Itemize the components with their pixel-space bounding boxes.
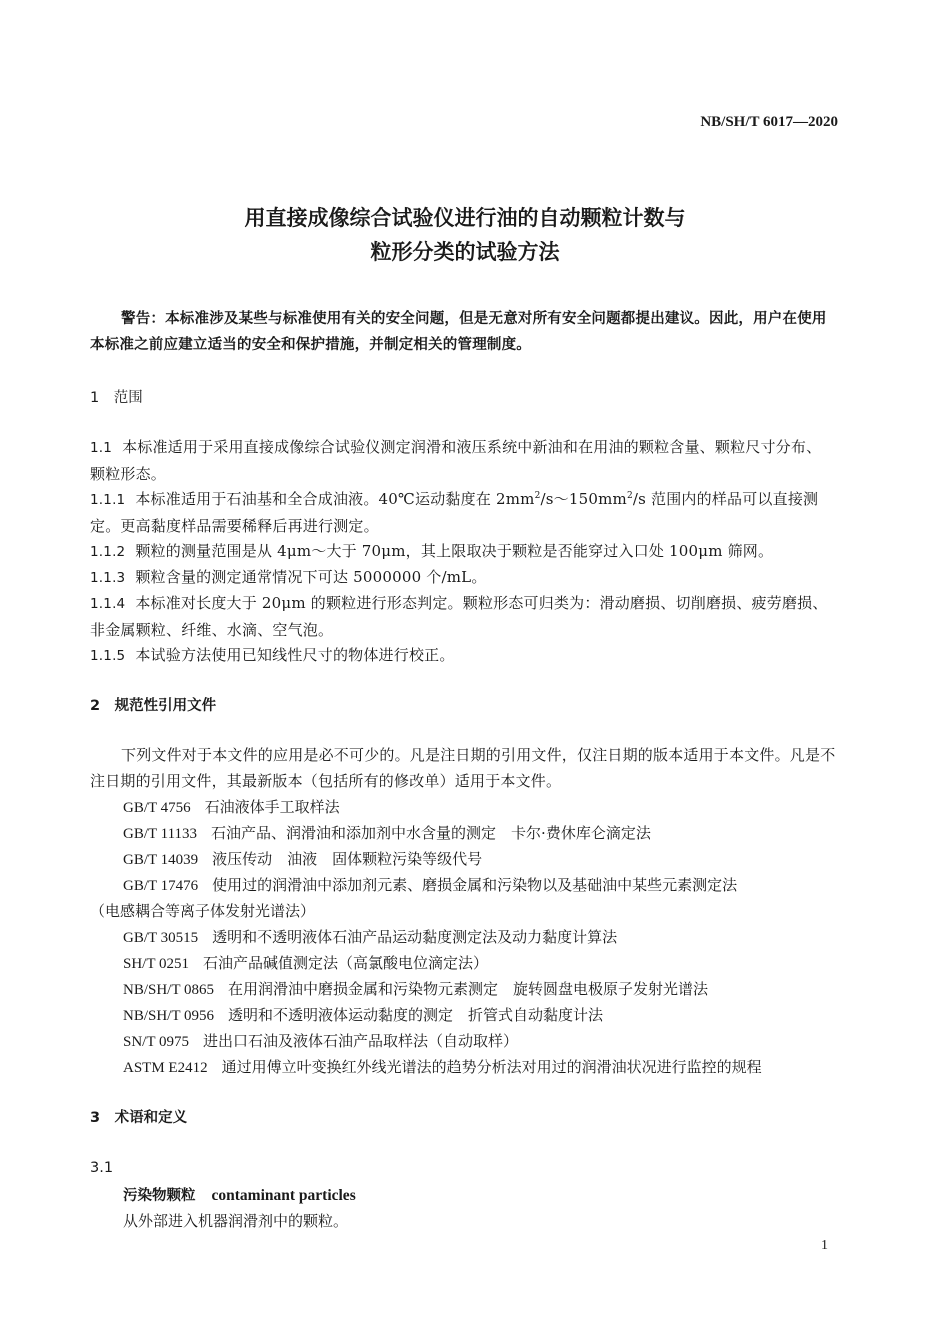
clause-1-1-4 [90, 590, 836, 643]
reference-code: NB/SH/T 0956 [123, 1008, 214, 1024]
clause-number: 1.1.5 [90, 648, 126, 664]
clause-1-1-3 [90, 564, 836, 591]
reference-item [123, 1056, 762, 1077]
standard-number: NB/SH/T 6017—2020 [700, 114, 838, 130]
reference-code: ASTM E2412 [123, 1060, 208, 1076]
superscript: 2 [534, 491, 541, 501]
clause-1-1-2 [90, 538, 836, 565]
reference-item [123, 796, 340, 817]
reference-item [123, 1004, 603, 1025]
clause-text: 本标准适用于采用直接成像综合试验仪测定润滑和液压系统中新油和在用油的颗粒含量、颗粒尺寸分布、颗粒形态。 [90, 438, 822, 483]
reference-item [123, 1030, 518, 1051]
reference-code: SH/T 0251 [123, 956, 189, 972]
reference-item [123, 978, 708, 999]
term-entry [123, 1184, 356, 1205]
reference-title: 通过用傅立叶变换红外线光谱法的趋势分析法对用过的润滑油状况进行监控的规程 [221, 1058, 762, 1076]
reference-code: GB/T 17476 [123, 878, 199, 894]
section-3-heading: 3 术语和定义 [90, 1110, 188, 1126]
reference-title: 透明和不透明液体石油产品运动黏度测定法及动力黏度计算法 [212, 928, 618, 946]
clause-number: 1.1.2 [90, 544, 126, 560]
term-number: 3.1 [90, 1160, 114, 1176]
reference-item [123, 874, 737, 895]
term-english: contaminant particles [211, 1187, 356, 1204]
clause-text: 本标准对长度大于 20μm 的颗粒进行形态判定。颗粒形态可归类为：滑动磨损、切削磨损、疲劳磨损、非金属颗粒、纤维、水滴、空气泡。 [90, 594, 828, 639]
reference-code: SN/T 0975 [123, 1034, 189, 1050]
reference-item [123, 848, 482, 869]
reference-item-continuation [90, 900, 315, 921]
section-1-heading: 1 范围 [90, 390, 143, 406]
safety-warning: 警告：本标准涉及某些与标准使用有关的安全问题，但是无意对所有安全问题都提出建议。因此，用户在使用本标准之前应建立适当的安全和保护措施，并制定相关的管理制度。 [90, 311, 827, 353]
clause-text: 颗粒的测量范围是从 4μm～大于 70μm，其上限取决于颗粒是否能穿过入口处 100μm 筛网。 [135, 542, 774, 560]
reference-title: 使用过的润滑油中添加剂元素、磨损金属和污染物以及基础油中某些元素测定法 [212, 876, 738, 894]
reference-code: GB/T 11133 [123, 826, 198, 842]
document-title-line-1: 用直接成像综合试验仪进行油的自动颗粒计数与 [244, 206, 686, 230]
clause-number: 1.1.1 [90, 492, 126, 508]
page-number: 1 [821, 1238, 828, 1253]
references-intro: 下列文件对于本文件的应用是必不可少的。凡是注日期的引用文件，仅注日期的版本适用于本文件。凡是不注日期的引用文件，其最新版本（包括所有的修改单）适用于本文件。 [90, 746, 836, 790]
reference-code: GB/T 14039 [123, 852, 199, 868]
reference-code: GB/T 30515 [123, 930, 199, 946]
reference-item [123, 952, 488, 973]
clause-text: 颗粒含量的测定通常情况下可达 5000000 个/mL。 [135, 568, 487, 586]
clause-text-part-b: /s～150mm [540, 490, 627, 508]
reference-title: 石油产品、润滑油和添加剂中水含量的测定 卡尔·费休库仑滴定法 [211, 824, 651, 842]
clause-1-1-5 [90, 642, 836, 669]
reference-title: 石油液体手工取样法 [204, 798, 340, 816]
clause-text-part-a: 本标准适用于石油基和全合成油液。40℃运动黏度在 2mm [135, 490, 535, 508]
term-chinese: 污染物颗粒 [123, 1188, 196, 1204]
reference-title: 在用润滑油中磨损金属和污染物元素测定 旋转圆盘电极原子发射光谱法 [228, 980, 709, 998]
document-title-line-2: 粒形分类的试验方法 [370, 240, 560, 264]
reference-title: 进出口石油及液体石油产品取样法（自动取样） [202, 1032, 518, 1050]
reference-title: （电感耦合等离子体发射光谱法） [90, 902, 316, 920]
section-2-heading: 2 规范性引用文件 [90, 698, 217, 714]
reference-title: 液压传动 油液 固体颗粒污染等级代号 [212, 850, 483, 868]
clause-1-1 [90, 434, 836, 487]
superscript: 2 [626, 491, 633, 501]
reference-code: NB/SH/T 0865 [123, 982, 214, 998]
reference-item [123, 822, 651, 843]
reference-title: 透明和不透明液体运动黏度的测定 折管式自动黏度计法 [228, 1006, 604, 1024]
reference-code: GB/T 4756 [123, 800, 191, 816]
clause-number: 1.1 [90, 440, 113, 456]
reference-title: 石油产品碱值测定法（高氯酸电位滴定法） [202, 954, 488, 972]
term-definition: 从外部进入机器润滑剂中的颗粒。 [123, 1212, 349, 1230]
clause-text: 本试验方法使用已知线性尺寸的物体进行校正。 [135, 646, 455, 664]
clause-number: 1.1.4 [90, 596, 126, 612]
clause-1-1-1 [90, 486, 836, 539]
clause-number: 1.1.3 [90, 570, 126, 586]
reference-item [123, 926, 617, 947]
clause-text-part-c: /s 范围内的样品可以直接测定。更高黏度样品需要稀释后再进行测定。 [90, 490, 819, 535]
